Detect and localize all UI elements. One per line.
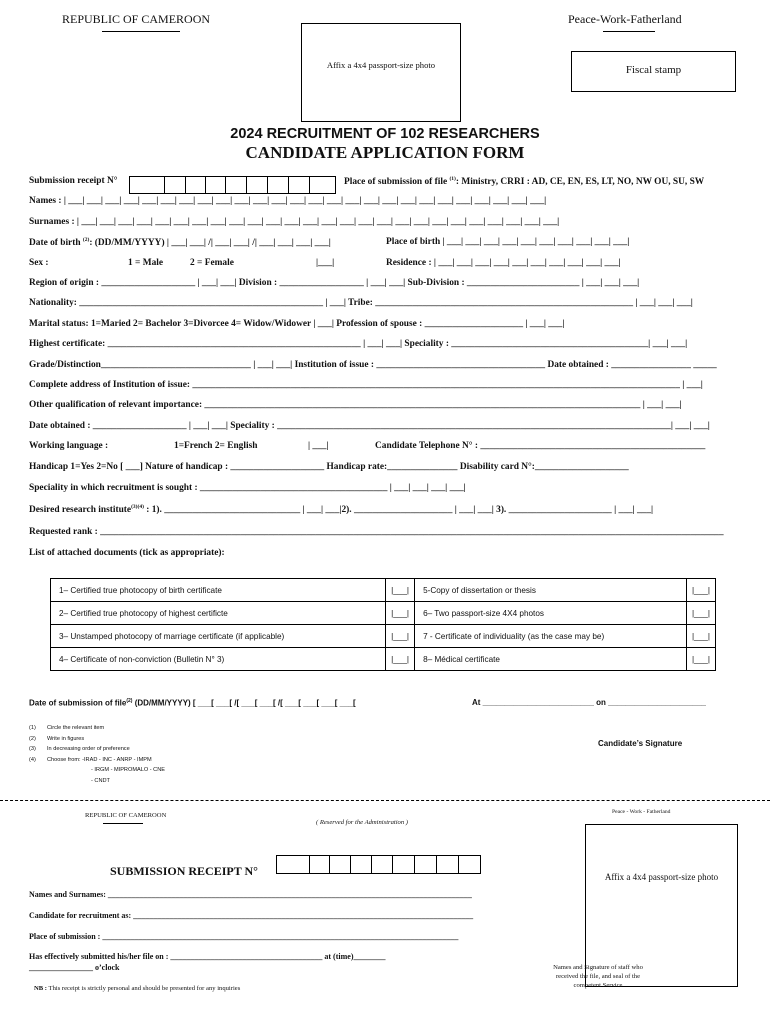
footnote: (1) Circle the relevant item (29, 725, 105, 731)
footnotes (29, 725, 165, 788)
footnote: (4) Choose from: -IRAD - INC - ANRP - IMPM (29, 756, 152, 763)
place-of-birth-field[interactable]: Place of birth | ___| ___| ___| ___| ___| ___| ___| ___| ___| ___| (386, 237, 630, 247)
document-checkbox[interactable]: |___| (687, 602, 716, 625)
fiscal-stamp-box[interactable] (571, 51, 736, 92)
receipt-place-field[interactable]: Place of submission : _________________________________________________________________________________________ (29, 932, 459, 941)
document-checkbox[interactable]: |___| (386, 602, 415, 625)
candidate-signature-label: Candidate’s Signature (598, 739, 683, 748)
region-of-origin-field[interactable]: Region of origin : ____________________ | ___| ___| Division : __________________ | ___| ___| Sub-Division : ________________________ | ___| ___| ___| (29, 278, 640, 288)
sex-male-option: 1 = Male (128, 258, 164, 268)
footnote: - IRGM - MIPROMALO - CNE (91, 767, 165, 773)
document-item: 5-Copy of dissertation or thesis (415, 579, 687, 602)
photo-box[interactable] (301, 23, 461, 122)
date-of-birth-field[interactable]: Date of birth $^{(2)}$: (DD/MM/YYYY) | ___| ___| /| ___| ___| /| ___| ___| ___| ___| (29, 237, 331, 249)
staff-signature-label: Names and Signature of staff who received the file, and seal of the competent Service (553, 964, 643, 989)
place-of-submission: Place of submission of file $^{(1)}$: Ministry, CRRI : AD, CE, EN, ES, LT, NO, NW OU, SU, SW (344, 176, 705, 188)
document-item: 7 - Certificate of individuality (as the case may be) (415, 625, 687, 648)
form-title: CANDIDATE APPLICATION FORM (245, 143, 525, 162)
receipt-names-field[interactable]: Names and Surnames: ___________________________________________________________________________________________ (29, 890, 472, 899)
submission-receipt-label: Submission receipt N° (29, 176, 118, 186)
document-checkbox[interactable]: |___| (386, 579, 415, 602)
surnames-field[interactable]: Surnames : | ___| ___| ___| ___| ___| ___| ___| ___| ___| ___| ___| ___| ___| ___| ___| ___| ___| ___| ___| ___| ___| ___| ___| ___| ___| ___| (29, 217, 560, 227)
receipt-number-cells[interactable] (276, 855, 481, 874)
document-checkbox[interactable]: |___| (687, 579, 716, 602)
receipt-time-field[interactable]: ________________ o’clock (29, 963, 120, 972)
receipt-filed-on-field[interactable]: Has effectively submitted his/her file on : ______________________________________ at (time)________ (29, 952, 386, 961)
document-item: 1– Certified true photocopy of birth certificate (51, 579, 386, 602)
sex-label: Sex : (29, 258, 49, 268)
working-language-label: Working language : (29, 441, 109, 451)
telephone-field[interactable]: Candidate Telephone N° : ________________________________________________ (375, 441, 706, 451)
submission-receipt-cells[interactable] (129, 176, 336, 194)
receipt-motto: Peace - Work - Fatherland (612, 809, 671, 815)
republic-underline (102, 31, 180, 32)
table-row (51, 579, 716, 602)
footnote: (2) Write in figures (29, 735, 85, 742)
table-row (51, 648, 716, 671)
document-checkbox[interactable]: |___| (687, 648, 716, 671)
nationality-field[interactable]: Nationality: ____________________________________________________ | ___| Tribe: _______________________________________________________ | ___| ___| ___| (29, 298, 693, 308)
requested-rank-field[interactable]: Requested rank : _____________________________________________________________________________________________________________________________________ (29, 527, 724, 537)
other-qualification-field[interactable]: Other qualification of relevant importance: _____________________________________________________________________________________________ | ___| ___| (29, 400, 682, 410)
desired-institute-field[interactable]: Desired research institute$^{(3)(4)}$ : 1). _____________________________ | ___| ___|2). _____________________ | ___| ___| 3). ______________________ | ___| ___| (29, 504, 654, 516)
republic-heading: REPUBLIC OF CAMEROON (62, 12, 211, 26)
footnote: (3) In decreasing order of preference (29, 746, 130, 752)
document-item: 6– Two passport-size 4X4 photos (415, 602, 687, 625)
language-box[interactable]: | ___| (308, 441, 329, 451)
marital-status-field[interactable]: Marital status: 1=Maried 2= Bachelor 3=Divorcee 4= Widow/Widower | ___| Profession of spouse : _____________________ | ___| ___| (29, 319, 565, 329)
form-title-year: 2024 RECRUITMENT OF 102 RESEARCHERS (230, 126, 540, 142)
motto-underline (603, 31, 655, 32)
grade-distinction-field[interactable]: Grade/Distinction________________________________ | ___| ___| Institution of issue : ____________________________________ Date obtained : _________________ _____ (29, 360, 717, 370)
language-options: 1=French 2= English (174, 441, 258, 451)
table-row (51, 625, 716, 648)
receipt-candidate-field[interactable]: Candidate for recruitment as: _____________________________________________________________________________________ (29, 911, 474, 920)
motto-heading: Peace-Work-Fatherland (568, 12, 682, 26)
receipt-title: SUBMISSION RECEIPT N° (110, 864, 258, 878)
document-checkbox[interactable]: |___| (386, 625, 415, 648)
speciality-sought-field[interactable]: Speciality in which recruitment is sought : ________________________________________ | ___| ___| ___| ___| (29, 483, 466, 493)
footnote: - CNDT (91, 777, 110, 784)
document-item: 2– Certified true photocopy of highest certificte (51, 602, 386, 625)
at-on-field[interactable]: At _________________________ on ______________________ (472, 698, 706, 707)
highest-certificate-field[interactable]: Highest certificate: ______________________________________________________ | ___| ___| Speciality : __________________________________________| ___| ___| (29, 339, 688, 349)
residence-field[interactable]: Residence : | ___| ___| ___| ___| ___| ___| ___| ___| ___| ___| (386, 258, 621, 268)
attached-documents-heading: List of attached documents (tick as appropriate): (29, 548, 225, 558)
document-item: 4– Certificate of non-conviction (Bulletin N° 3) (51, 648, 386, 671)
document-checkbox[interactable]: |___| (386, 648, 415, 671)
photo-label: Affix a 4x4 passport-size photo (326, 60, 436, 70)
document-item: 3– Unstamped photocopy of marriage certificate (if applicable) (51, 625, 386, 648)
table-row (51, 602, 716, 625)
submission-date-field[interactable]: Date of submission of file$^{(2)}$ (DD/MM/YYYY) [ ___[ ___[ /[ ___[ ___[ /[ ___[ ___[ ___[ ___[ (29, 698, 356, 708)
reserved-administration: ( Reserved for the Administration ) (316, 819, 408, 826)
sex-box[interactable]: |___| (316, 258, 335, 268)
handicap-field[interactable]: Handicap 1=Yes 2=No [ ___] Nature of handicap : ____________________ Handicap rate:_______________ Disability card N°:____________________ (29, 462, 629, 472)
fiscal-stamp-label: Fiscal stamp (625, 64, 682, 76)
names-field[interactable]: Names : | ___| ___| ___| ___| ___| ___| ___| ___| ___| ___| ___| ___| ___| ___| ___| ___| ___| ___| ___| ___| ___| ___| ___| ___| ___| ___| (29, 196, 547, 206)
document-item: 8– Médical certificate (415, 648, 687, 671)
documents-table (50, 578, 716, 671)
receipt-republic-underline (103, 823, 143, 824)
receipt-photo-label: Affix a 4x4 passport-size photo (604, 872, 719, 882)
institution-address-field[interactable]: Complete address of Institution of issue: ________________________________________________________________________________________________________ | ___| (29, 380, 703, 390)
date-obtained-field[interactable]: Date obtained : ____________________ | ___| ___| Speciality : ____________________________________________________________________________________| ___| ___| (29, 421, 710, 431)
receipt-republic: REPUBLIC OF CAMEROON (85, 812, 167, 819)
receipt-note: NB : This receipt is strictly personal and should be presented for any inquiries (34, 985, 241, 992)
cut-line (0, 800, 770, 801)
sex-female-option: 2 = Female (190, 258, 234, 268)
document-checkbox[interactable]: |___| (687, 625, 716, 648)
